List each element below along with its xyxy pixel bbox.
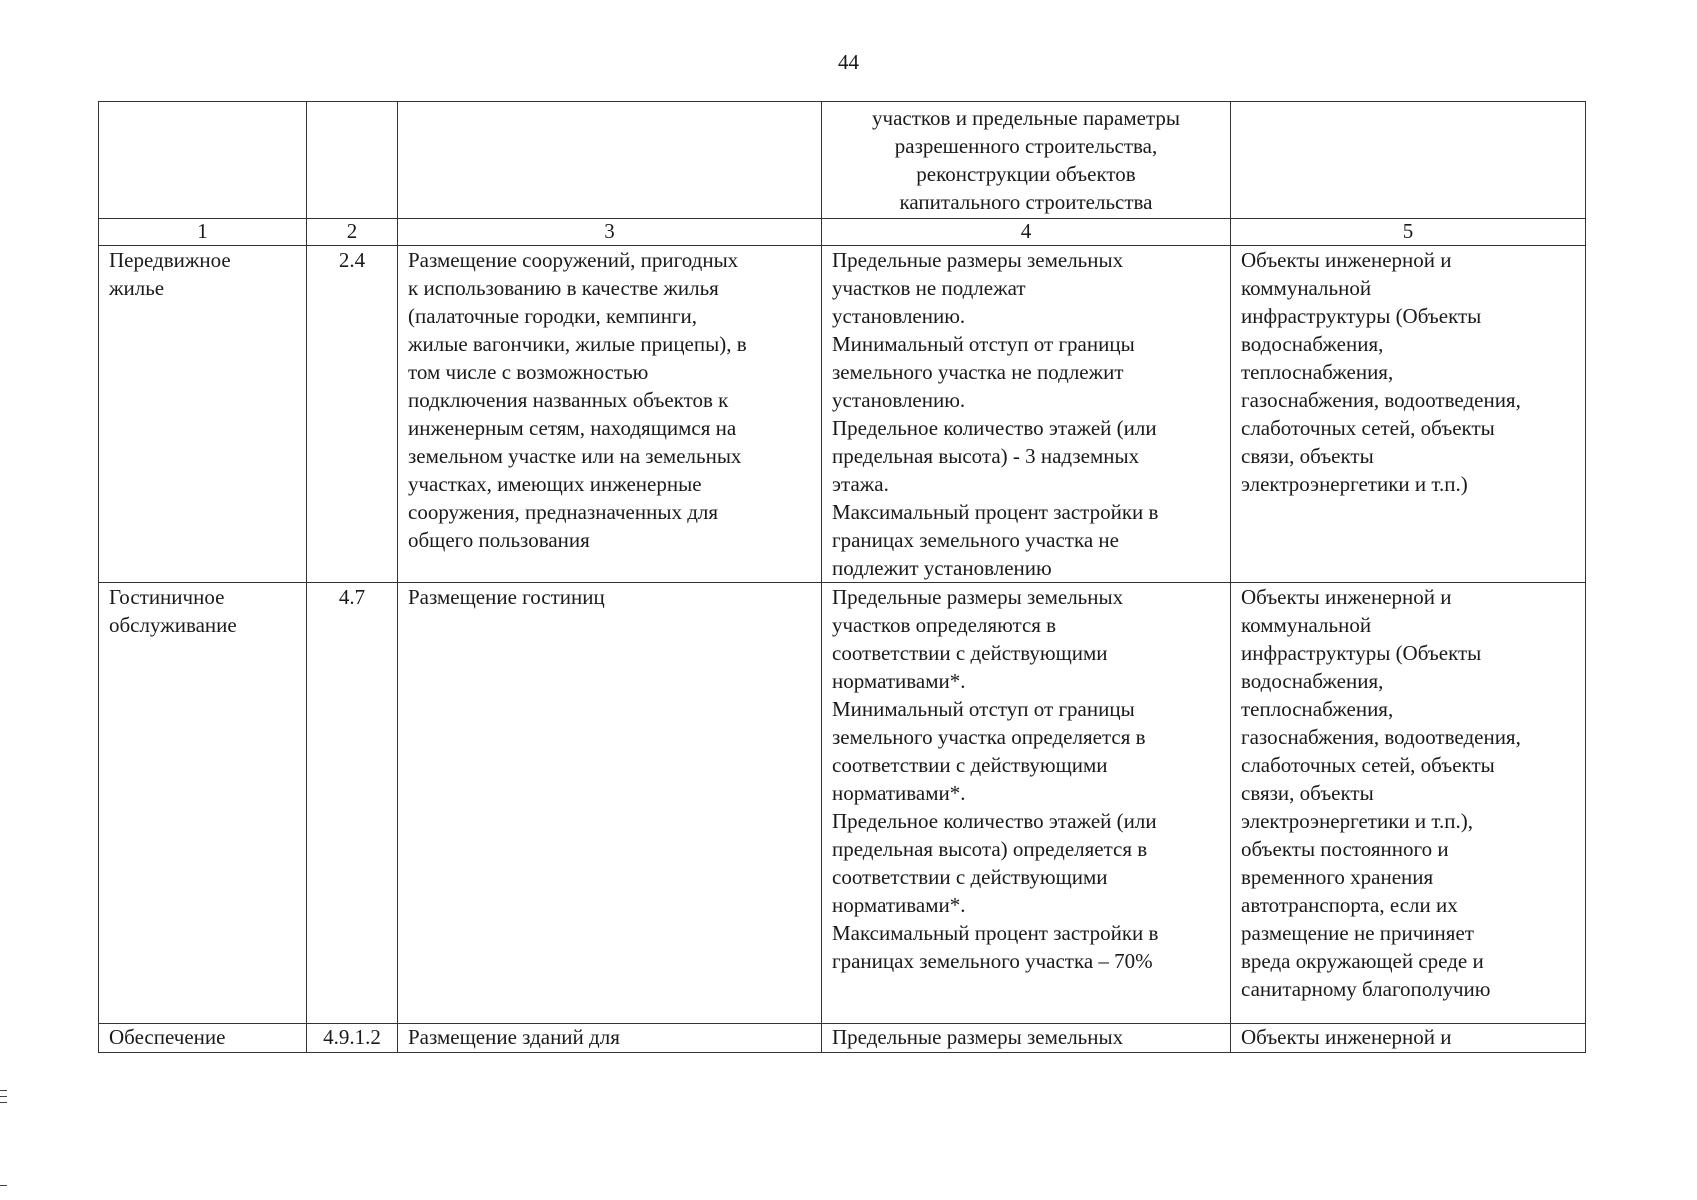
auxiliary-line: Объекты инженерной и bbox=[1241, 1025, 1452, 1049]
auxiliary-line: связи, объекты bbox=[1241, 444, 1374, 468]
use-description-cell bbox=[398, 246, 822, 583]
parameters-line: участков определяются в bbox=[832, 613, 1057, 637]
column-number-4: 4 bbox=[822, 219, 1231, 246]
use-name-line: Обеспечение bbox=[109, 1025, 226, 1049]
auxiliary-line: объекты постоянного и bbox=[1241, 837, 1449, 861]
header-cell-5 bbox=[1231, 102, 1586, 219]
parameters-line: этажа. bbox=[832, 472, 889, 496]
use-code-cell: 2.4 bbox=[307, 246, 398, 583]
parameters-cell bbox=[822, 246, 1231, 583]
table-row bbox=[99, 1024, 1586, 1053]
header-text-line: разрешенного строительства, bbox=[894, 134, 1158, 158]
use-name-line: Гостиничное bbox=[109, 585, 225, 609]
scan-margin-mark bbox=[0, 1102, 7, 1103]
auxiliary-line: инфраструктуры (Объекты bbox=[1241, 641, 1482, 665]
scan-margin-mark bbox=[0, 1096, 7, 1097]
description-line: общего пользования bbox=[408, 528, 590, 552]
parameters-line: границах земельного участка – 70% bbox=[832, 949, 1153, 973]
header-text-line: капитального строительства bbox=[899, 190, 1153, 214]
parameters-line: земельного участка определяется в bbox=[832, 725, 1146, 749]
use-name-cell bbox=[99, 583, 307, 1024]
parameters-line: нормативами*. bbox=[832, 669, 966, 693]
scan-margin-mark bbox=[0, 1185, 7, 1186]
auxiliary-line: инфраструктуры (Объекты bbox=[1241, 304, 1482, 328]
description-line: (палаточные городки, кемпинги, bbox=[408, 304, 698, 328]
auxiliary-line: электроэнергетики и т.п.) bbox=[1241, 472, 1468, 496]
column-number-row bbox=[99, 219, 1586, 246]
description-line: инженерным сетям, находящимся на bbox=[408, 416, 737, 440]
parameters-line: Предельные размеры земельных bbox=[832, 248, 1124, 272]
parameters-line: установлению. bbox=[832, 388, 966, 412]
parameters-line: нормативами*. bbox=[832, 893, 966, 917]
auxiliary-line: теплоснабжения, bbox=[1241, 697, 1394, 721]
header-text-line: участков и предельные параметры bbox=[872, 106, 1180, 130]
column-number-3: 3 bbox=[398, 219, 822, 246]
parameters-line: Предельные размеры земельных bbox=[832, 585, 1124, 609]
column-number-1: 1 bbox=[99, 219, 307, 246]
table-row bbox=[99, 246, 1586, 583]
description-line: Размещение сооружений, пригодных bbox=[408, 248, 739, 272]
header-cell-3 bbox=[398, 102, 822, 219]
auxiliary-line: электроэнергетики и т.п.), bbox=[1241, 809, 1473, 833]
parameters-line: соответствии с действующими bbox=[832, 865, 1108, 889]
auxiliary-line: слаботочных сетей, объекты bbox=[1241, 753, 1495, 777]
parameters-line: подлежит установлению bbox=[832, 556, 1052, 580]
description-line: жилые вагончики, жилые прицепы), в bbox=[408, 332, 747, 356]
parameters-line: предельная высота) - 3 надземных bbox=[832, 444, 1140, 468]
description-line: подключения названных объектов к bbox=[408, 388, 729, 412]
use-name-line: Передвижное bbox=[109, 248, 231, 272]
description-line: Размещение зданий для bbox=[408, 1025, 620, 1049]
use-name-line: обслуживание bbox=[109, 613, 237, 637]
auxiliary-line: санитарному благополучию bbox=[1241, 977, 1491, 1001]
parameters-line: соответствии с действующими bbox=[832, 641, 1108, 665]
column-number-5: 5 bbox=[1231, 219, 1586, 246]
parameters-line: земельного участка не подлежит bbox=[832, 360, 1124, 384]
auxiliary-line: размещение не причиняет bbox=[1241, 921, 1474, 945]
land-use-table bbox=[98, 101, 1586, 1053]
parameters-line: Минимальный отступ от границы bbox=[832, 332, 1135, 356]
parameters-cell bbox=[822, 1024, 1231, 1053]
auxiliary-line: водоснабжения, bbox=[1241, 332, 1384, 356]
use-name-cell bbox=[99, 1024, 307, 1053]
use-code-cell: 4.9.1.2 bbox=[307, 1024, 398, 1053]
auxiliary-uses-cell bbox=[1231, 246, 1586, 583]
auxiliary-line: вреда окружающей среде и bbox=[1241, 949, 1484, 973]
column-number-2: 2 bbox=[307, 219, 398, 246]
header-text-line: реконструкции объектов bbox=[916, 162, 1136, 186]
description-line: к использованию в качестве жилья bbox=[408, 276, 719, 300]
description-line: том числе с возможностью bbox=[408, 360, 649, 384]
auxiliary-line: Объекты инженерной и bbox=[1241, 248, 1452, 272]
parameters-line: Минимальный отступ от границы bbox=[832, 697, 1135, 721]
parameters-line: Предельное количество этажей (или bbox=[832, 416, 1157, 440]
continued-header-row bbox=[99, 102, 1586, 219]
auxiliary-line: газоснабжения, водоотведения, bbox=[1241, 725, 1521, 749]
auxiliary-line: водоснабжения, bbox=[1241, 669, 1384, 693]
auxiliary-line: автотранспорта, если их bbox=[1241, 893, 1458, 917]
parameters-line: границах земельного участка не bbox=[832, 528, 1119, 552]
auxiliary-line: газоснабжения, водоотведения, bbox=[1241, 388, 1521, 412]
description-line: земельном участке или на земельных bbox=[408, 444, 742, 468]
parameters-line: Максимальный процент застройки в bbox=[832, 921, 1159, 945]
parameters-line: Предельное количество этажей (или bbox=[832, 809, 1157, 833]
use-description-cell bbox=[398, 1024, 822, 1053]
parameters-line: участков не подлежат bbox=[832, 276, 1026, 300]
parameters-line: установлению. bbox=[832, 304, 966, 328]
auxiliary-uses-cell bbox=[1231, 1024, 1586, 1053]
auxiliary-line: связи, объекты bbox=[1241, 781, 1374, 805]
use-name-cell bbox=[99, 246, 307, 583]
parameters-cell bbox=[822, 583, 1231, 1024]
auxiliary-line: коммунальной bbox=[1241, 613, 1372, 637]
page-number: 44 bbox=[838, 50, 859, 74]
parameters-line: Предельные размеры земельных bbox=[832, 1025, 1124, 1049]
description-line: Размещение гостиниц bbox=[408, 585, 605, 609]
header-cell-4 bbox=[822, 102, 1231, 219]
auxiliary-line: Объекты инженерной и bbox=[1241, 585, 1452, 609]
auxiliary-line: теплоснабжения, bbox=[1241, 360, 1394, 384]
header-cell-1 bbox=[99, 102, 307, 219]
header-cell-2 bbox=[307, 102, 398, 219]
use-name-line: жилье bbox=[109, 276, 165, 300]
use-description-cell bbox=[398, 583, 822, 1024]
table-row bbox=[99, 583, 1586, 1024]
auxiliary-uses-cell bbox=[1231, 583, 1586, 1024]
scan-margin-mark bbox=[0, 1090, 7, 1091]
parameters-line: соответствии с действующими bbox=[832, 753, 1108, 777]
auxiliary-line: временного хранения bbox=[1241, 865, 1434, 889]
description-line: участках, имеющих инженерные bbox=[408, 472, 702, 496]
parameters-line: предельная высота) определяется в bbox=[832, 837, 1148, 861]
description-line: сооружения, предназначенных для bbox=[408, 500, 719, 524]
auxiliary-line: слаботочных сетей, объекты bbox=[1241, 416, 1495, 440]
auxiliary-line: коммунальной bbox=[1241, 276, 1372, 300]
parameters-line: нормативами*. bbox=[832, 781, 966, 805]
parameters-line: Максимальный процент застройки в bbox=[832, 500, 1159, 524]
use-code-cell: 4.7 bbox=[307, 583, 398, 1024]
